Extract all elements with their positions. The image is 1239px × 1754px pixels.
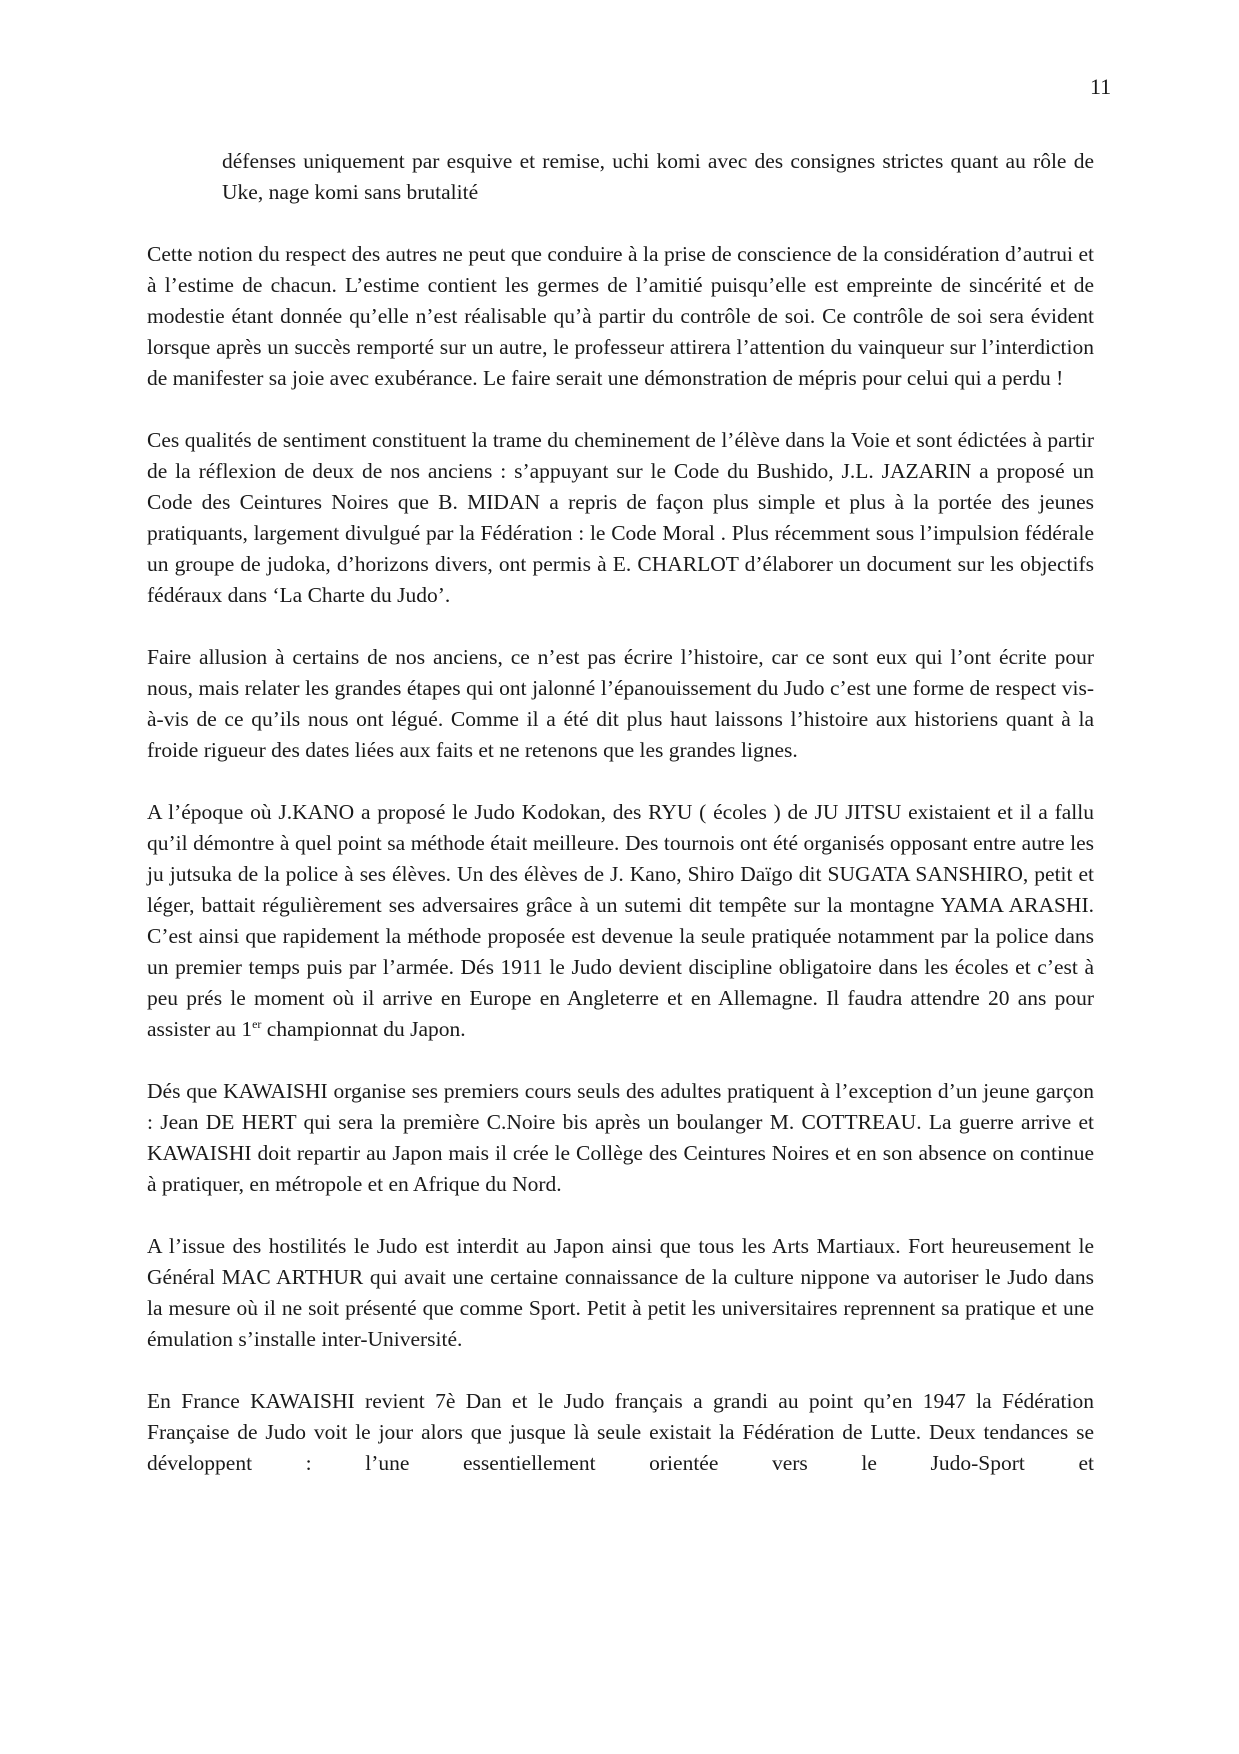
paragraph-post-war: A l’issue des hostilités le Judo est interdit au Japon ainsi que tous les Arts Martiaux. Fort heureusement le Général MAC ARTHUR qui avait une certaine connaissance de la culture nippone va autoriser le Judo dans la mesure où il ne soit présenté que comme Sport. Petit à petit les universitaires reprennent sa pratique et une émulation s’installe inter-Université. bbox=[147, 1234, 1094, 1351]
paragraph-kano-text: A l’époque où J.KANO a proposé le Judo Kodokan, des RYU ( écoles ) de JU JITSU existaient et il a fallu qu’il démontre à quel point sa méthode était meilleure. Des tournois ont été organisés opposant entre autre les ju jutsuka de la police à ses élèves. Un des élèves de J. Kano, Shiro Daïgo dit SUGATA SANSHIRO, petit et léger, battait régulièrement ses adversaires grâce à un sutemi dit tempête sur la montagne YAMA ARASHI. C’est ainsi que rapidement la méthode proposée est devenue la seule pratiquée notamment par la police dans un premier temps puis par l’armée. Dés 1911 le Judo devient discipline obligatoire dans les écoles et c’est à peu prés le moment où il arrive en Europe en Angleterre et en Allemagne. Il faudra attendre 20 ans pour assister au 1 bbox=[147, 800, 1094, 1041]
paragraph-training-defenses: défenses uniquement par esquive et remise, uchi komi avec des consignes strictes quant au rôle de Uke, nage komi sans brutalité bbox=[222, 149, 1094, 204]
paragraph-kano-history bbox=[147, 797, 1094, 1045]
paragraph-kano-text-end: championnat du Japon. bbox=[261, 1017, 466, 1041]
paragraph-elders: Faire allusion à certains de nos anciens, ce n’est pas écrire l’histoire, car ce sont eux qui l’ont écrite pour nous, mais relater les grandes étapes qui ont jalonné l’épanouissement du Judo c’est une forme de respect vis-à-vis de ce qu’ils nous ont légué. Comme il a été dit plus haut laissons l’histoire aux historiens quant à la froide rigueur des dates liées aux faits et ne retenons que les grandes lignes. bbox=[147, 645, 1094, 762]
document-body bbox=[147, 146, 1094, 1479]
page-number: 11 bbox=[1090, 74, 1112, 99]
ordinal-superscript: er bbox=[252, 1016, 262, 1031]
paragraph-federation: En France KAWAISHI revient 7è Dan et le Judo français a grandi au point qu’en 1947 la Fédération Française de Judo voit le jour alors que jusque là seule existait la Fédération de Lutte. Deux tendances se développent : l’une essentiellement orientée vers le Judo-Sport et bbox=[147, 1389, 1094, 1475]
paragraph-respect: Cette notion du respect des autres ne peut que conduire à la prise de conscience de la considération d’autrui et à l’estime de chacun. L’estime contient les germes de l’amitié puisqu’elle est empreinte de sincérité et de modestie étant donnée qu’elle n’est réalisable qu’à partir du contrôle de soi. Ce contrôle de soi sera évident lorsque après un succès remporté sur un autre, le professeur attirera l’attention du vainqueur sur l’interdiction de manifester sa joie avec exubérance. Le faire serait une démonstration de mépris pour celui qui a perdu ! bbox=[147, 242, 1094, 390]
paragraph-kawaishi: Dés que KAWAISHI organise ses premiers cours seuls des adultes pratiquent à l’exception d’un jeune garçon : Jean DE HERT qui sera la première C.Noire bis après un boulanger M. COTTREAU. La guerre arrive et KAWAISHI doit repartir au Japon mais il crée le Collège des Ceintures Noires et en son absence on continue à pratiquer, en métropole et en Afrique du Nord. bbox=[147, 1079, 1094, 1196]
paragraph-moral-code: Ces qualités de sentiment constituent la trame du cheminement de l’élève dans la Voie et sont édictées à partir de la réflexion de deux de nos anciens : s’appuyant sur le Code du Bushido, J.L. JAZARIN a proposé un Code des Ceintures Noires que B. MIDAN a repris de façon plus simple et plus à la portée des jeunes pratiquants, largement divulgué par la Fédération : le Code Moral . Plus récemment sous l’impulsion fédérale un groupe de judoka, d’horizons divers, ont permis à E. CHARLOT d’élaborer un document sur les objectifs fédéraux dans ‘La Charte du Judo’. bbox=[147, 428, 1094, 607]
